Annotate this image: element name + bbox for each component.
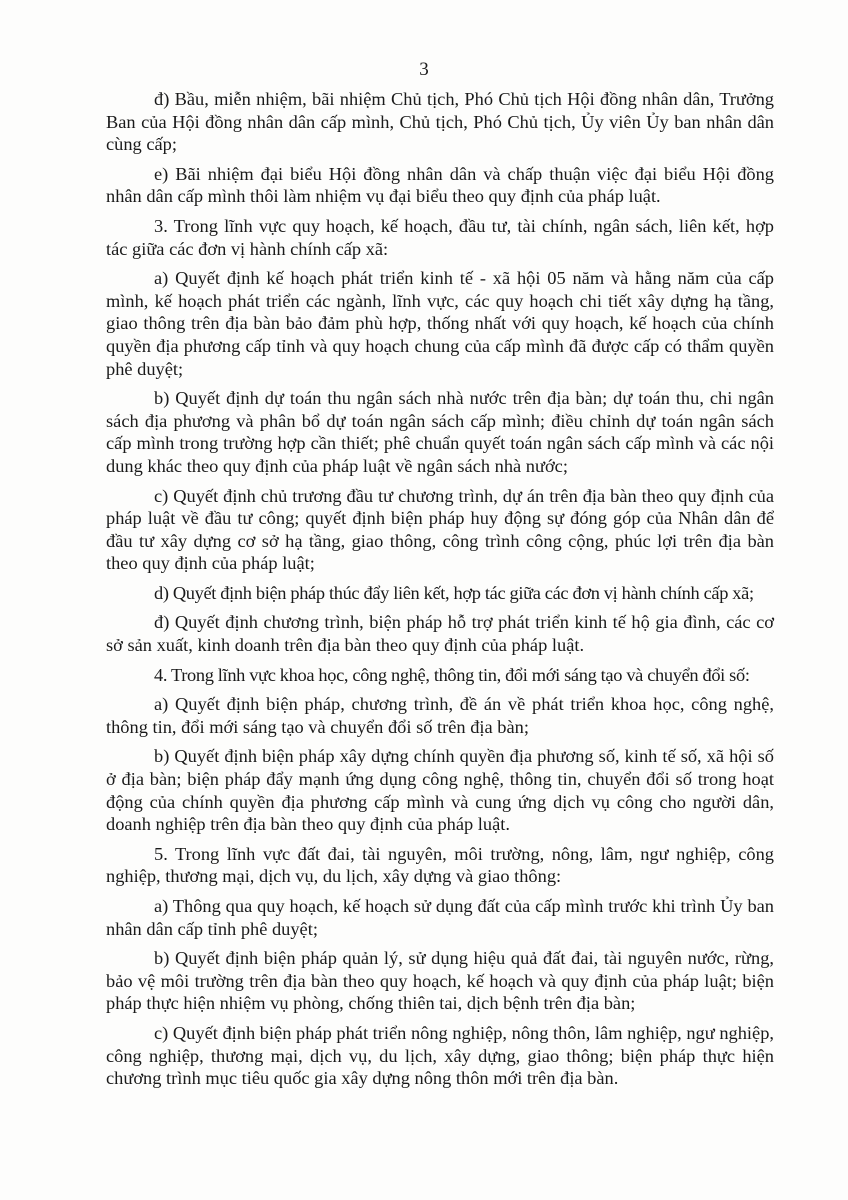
paragraph-section-3-b: b) Quyết định dự toán thu ngân sách nhà nước trên địa bàn; dự toán thu, chi ngân sách địa phương và phân bổ dự toán ngân sách cấp mình; điều chỉnh dự toán ngân sách cấp mình trong trường hợp cần thiết; phê chuẩn quyết toán ngân sách cấp mình và các nội dung khác theo quy định của pháp luật về ngân sách nhà nước; [106,388,774,476]
page-number: 3 [419,59,429,80]
paragraph-section-4-heading: 4. Trong lĩnh vực khoa học, công nghệ, thông tin, đổi mới sáng tạo và chuyển đổi số: [154,664,750,685]
paragraph-section-5-b: b) Quyết định biện pháp quản lý, sử dụng hiệu quả đất đai, tài nguyên nước, rừng, bảo vệ môi trường trên địa bàn theo quy hoạch, kế hoạch và quy định của pháp luật; biện pháp thực hiện nhiệm vụ phòng, chống thiên tai, dịch bệnh trên địa bàn; [106,948,774,1014]
paragraph-section-3-dd: đ) Quyết định chương trình, biện pháp hỗ trợ phát triển kinh tế hộ gia đình, các cơ sở sản xuất, kinh doanh trên địa bàn theo quy định của pháp luật. [106,612,774,656]
paragraph-clause-e-dismissal: e) Bãi nhiệm đại biểu Hội đồng nhân dân và chấp thuận việc đại biểu Hội đồng nhân dân cấp mình thôi làm nhiệm vụ đại biểu theo quy định của pháp luật. [106,163,774,207]
paragraph-clause-d-election: đ) Bầu, miễn nhiệm, bãi nhiệm Chủ tịch, Phó Chủ tịch Hội đồng nhân dân, Trưởng Ban của Hội đồng nhân dân cấp mình, Chủ tịch, Phó Chủ tịch, Ủy viên Ủy ban nhân dân cùng cấp; [106,89,774,155]
paragraph-section-3-heading: 3. Trong lĩnh vực quy hoạch, kế hoạch, đầu tư, tài chính, ngân sách, liên kết, hợp tác giữa các đơn vị hành chính cấp xã: [106,215,774,259]
paragraph-section-3-c: c) Quyết định chủ trương đầu tư chương trình, dự án trên địa bàn theo quy định của pháp luật về đầu tư công; quyết định biện pháp huy động sự đóng góp của Nhân dân để đầu tư xây dựng cơ sở hạ tầng, giao thông, công trình công cộng, phúc lợi trên địa bàn theo quy định của pháp luật; [106,485,774,574]
paragraph-section-5-c: c) Quyết định biện pháp phát triển nông nghiệp, nông thôn, lâm nghiệp, ngư nghiệp, công nghiệp, thương mại, dịch vụ, du lịch, xây dựng, giao thông; biện pháp thực hiện chương trình mục tiêu quốc gia xây dựng nông thôn mới trên địa bàn. [106,1022,774,1089]
paragraph-section-4-b: b) Quyết định biện pháp xây dựng chính quyền địa phương số, kinh tế số, xã hội số ở địa bàn; biện pháp đẩy mạnh ứng dụng công nghệ, thông tin, chuyển đổi số trong hoạt động của chính quyền địa phương cấp mình và cung ứng dịch vụ công cho người dân, doanh nghiệp trên địa bàn theo quy định của pháp luật. [106,746,774,835]
paragraph-section-5-a: a) Thông qua quy hoạch, kế hoạch sử dụng đất của cấp mình trước khi trình Ủy ban nhân dân cấp tỉnh phê duyệt; [106,896,774,939]
paragraph-section-5-heading: 5. Trong lĩnh vực đất đai, tài nguyên, môi trường, nông, lâm, ngư nghiệp, công nghiệp, thương mại, dịch vụ, du lịch, xây dựng và giao thông: [106,843,774,887]
paragraph-section-4-a: a) Quyết định biện pháp, chương trình, đề án về phát triển khoa học, công nghệ, thông tin, đổi mới sáng tạo và chuyển đổi số trên địa bàn; [106,694,774,737]
document-body [106,88,774,1097]
paragraph-section-3-a: a) Quyết định kế hoạch phát triển kinh tế - xã hội 05 năm và hằng năm của cấp mình, kế hoạch phát triển các ngành, lĩnh vực, các quy hoạch chi tiết xây dựng hạ tầng, giao thông trên địa bàn bảo đảm phù hợp, thống nhất với quy hoạch, kế hoạch của chính quyền địa phương cấp tỉnh và quy hoạch chung của cấp mình đã được cấp có thẩm quyền phê duyệt; [106,268,774,379]
paragraph-section-3-d: d) Quyết định biện pháp thúc đẩy liên kết, hợp tác giữa các đơn vị hành chính cấp xã; [154,582,754,603]
